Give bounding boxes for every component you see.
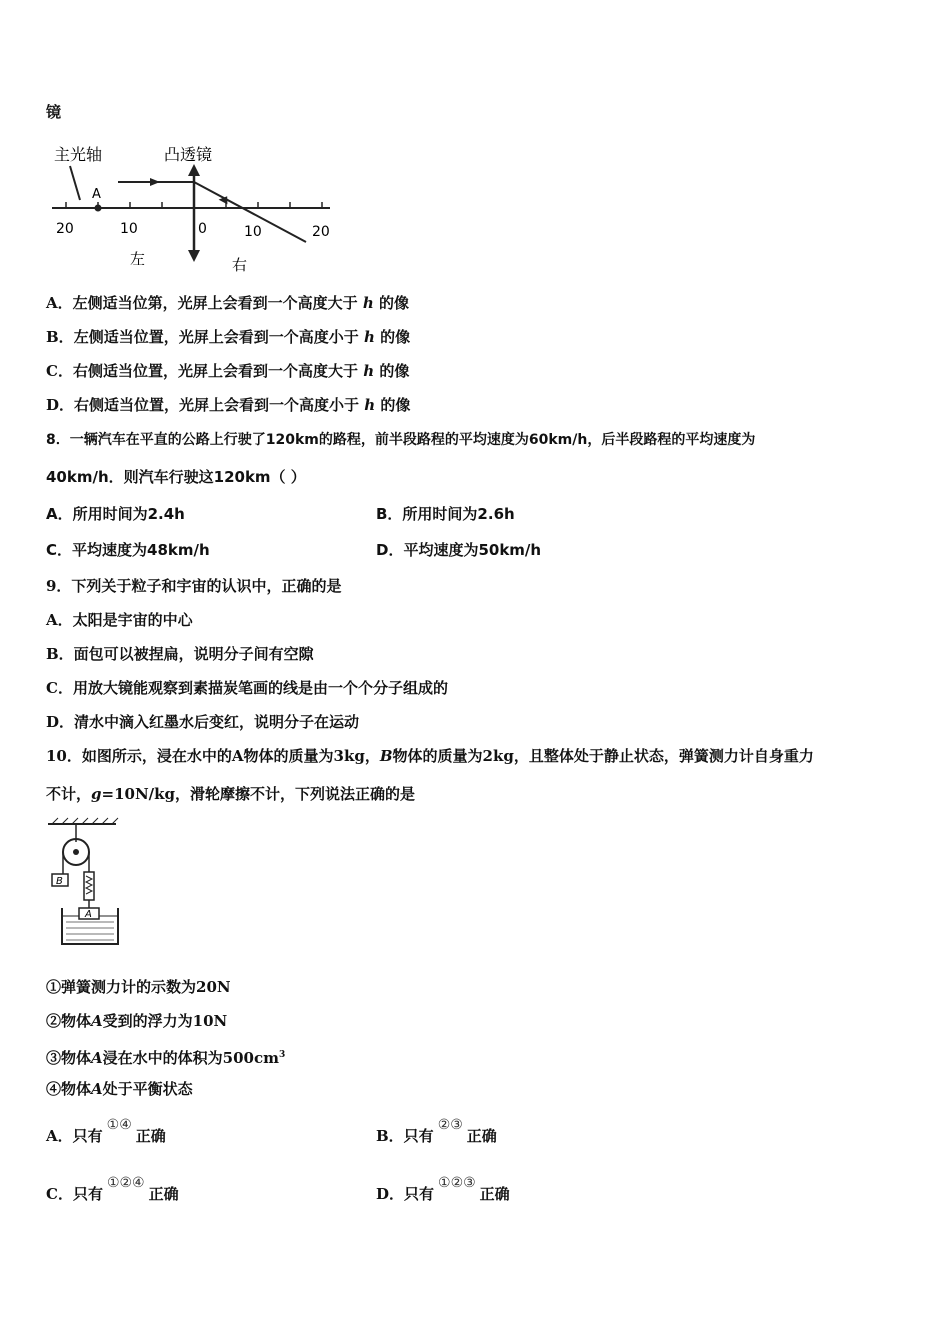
q9-stem: 9．下列关于粒子和宇宙的认识中，正确的是: [46, 577, 342, 595]
q10-option-c[interactable]: C．只有①②④正确: [46, 1175, 179, 1203]
tick-label: 20: [312, 224, 330, 240]
q9-option-c[interactable]: C．用放大镜能观察到素描炭笔画的线是由一个个分子组成的: [46, 679, 448, 697]
lens-diagram: [46, 138, 346, 280]
page-fragment: 镜: [46, 103, 62, 121]
block-a-label: A: [85, 909, 92, 920]
q10-stem-line1: 10．如图所示，浸在水中的A物体的质量为3kg，B物体的质量为2kg，且整体处于静止状态，弹簧测力计自身重力: [46, 747, 814, 765]
q8-option-a[interactable]: A．所用时间为2.4h: [46, 505, 185, 523]
q8-option-c[interactable]: C．平均速度为48km/h: [46, 541, 210, 559]
convex-lens-label: 凸透镜: [164, 145, 213, 164]
tick-label: 0: [198, 221, 207, 237]
tick-label: 10: [244, 224, 262, 240]
q10-statement-3: ③物体A浸在水中的体积为$500cm^3$: [46, 1049, 286, 1067]
q7-option-d[interactable]: D．右侧适当位置，光屏上会看到一个高度小于 h 的像: [46, 396, 411, 414]
q10-statement-1: ①弹簧测力计的示数为20N: [46, 978, 231, 996]
q8-option-d[interactable]: D．平均速度为50km/h: [376, 541, 542, 559]
point-a-label: A: [92, 187, 101, 202]
q9-option-b[interactable]: B．面包可以被捏扁，说明分子间有空隙: [46, 645, 314, 663]
tick-label: 10: [120, 221, 138, 237]
q9-option-d[interactable]: D．清水中滴入红墨水后变红，说明分子在运动: [46, 713, 360, 731]
q8-stem-line1: 8．一辆汽车在平直的公路上行驶了120km的路程，前半段路程的平均速度为60km/h，后半段路程的平均速度为: [46, 432, 756, 448]
q7-option-b[interactable]: B．左侧适当位置，光屏上会看到一个高度小于 h 的像: [46, 328, 411, 346]
q10-option-d[interactable]: D．只有①②③正确: [376, 1175, 510, 1203]
q10-statement-4: ④物体A处于平衡状态: [46, 1080, 193, 1098]
q10-option-a[interactable]: A．只有①④正确: [46, 1117, 166, 1145]
q7-option-a[interactable]: A．左侧适当位第，光屏上会看到一个高度大于 h 的像: [46, 294, 410, 312]
q7-option-c[interactable]: C．右侧适当位置，光屏上会看到一个高度大于 h 的像: [46, 362, 410, 380]
principal-axis-label: 主光轴: [54, 145, 103, 164]
pulley-diagram: [46, 816, 122, 948]
q8-stem-line2: 40km/h．则汽车行驶这120km（ ）: [46, 468, 306, 486]
light-ray: [118, 182, 306, 242]
q10-option-b[interactable]: B．只有②③正确: [376, 1117, 497, 1145]
point-a: [95, 205, 102, 212]
right-label: 右: [232, 256, 248, 274]
q10-stem-line2: 不计，g=10N/kg，滑轮摩擦不计，下列说法正确的是: [46, 785, 416, 803]
left-label: 左: [130, 250, 146, 268]
tick-label: 20: [56, 221, 74, 237]
q10-statement-2: ②物体A受到的浮力为10N: [46, 1012, 228, 1030]
q9-option-a[interactable]: A．太阳是宇宙的中心: [46, 611, 193, 629]
q8-option-b[interactable]: B．所用时间为2.6h: [376, 505, 515, 523]
block-b-label: B: [56, 876, 63, 887]
